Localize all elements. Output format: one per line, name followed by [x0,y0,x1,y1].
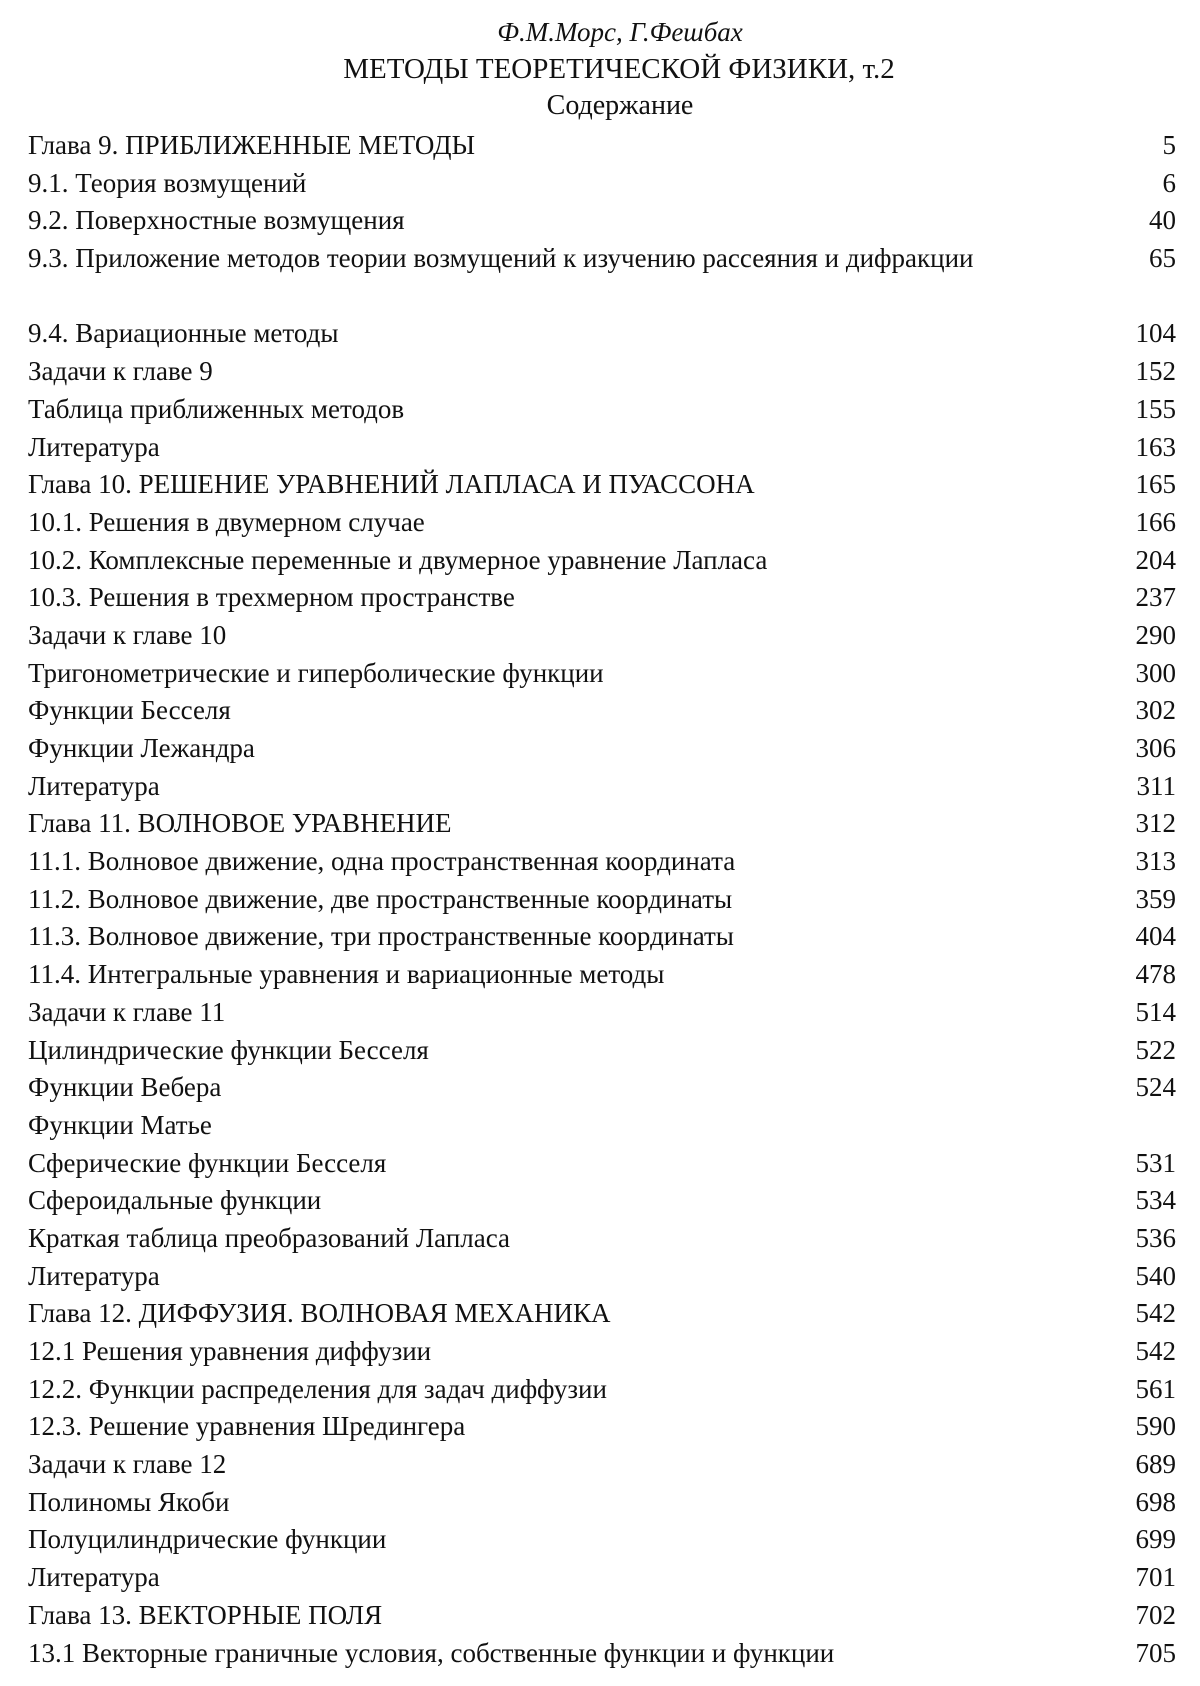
toc-entry-page: 166 [1135,506,1176,537]
toc-entry [28,1446,1176,1484]
toc-entry-page: 311 [1136,770,1176,801]
toc-entry-page: 478 [1135,959,1176,990]
toc-entry-page: 306 [1135,733,1176,764]
toc-entry-title: Задачи к главе 11 [28,996,226,1027]
toc-entry-page: 312 [1135,808,1176,839]
toc-entry-title: Глава 13. ВЕКТОРНЫЕ ПОЛЯ [28,1599,383,1630]
toc-entry [28,805,1176,843]
book-title: МЕТОДЫ ТЕОРЕТИЧЕСКОЙ ФИЗИКИ, т.2 [343,53,895,85]
toc-entry [28,1145,1176,1183]
toc-entry-page: 65 [1149,243,1176,274]
toc-entry [28,617,1176,655]
toc-entry-title: Сферические функции Бесселя [28,1147,387,1178]
toc-entry-title: 11.2. Волновое движение, две пространственные координаты [28,883,733,914]
toc-entry [28,542,1176,580]
toc-entry [28,956,1176,994]
toc-entry-title: Глава 9. ПРИБЛИЖЕННЫЕ МЕТОДЫ [28,130,476,160]
toc-entry [28,768,1176,806]
toc-entry-title: Тригонометрические и гиперболические функции [28,657,604,688]
toc-entry-page: 590 [1135,1411,1176,1442]
toc-entry-page: 536 [1135,1222,1176,1253]
toc-entry [28,466,1176,504]
toc-entry-title: Полуцилиндрические функции [28,1524,387,1555]
authors-line: Ф.М.Морс, Г.Фешбах [497,17,743,47]
toc-entry [28,1295,1176,1333]
toc-entry-title: Полиномы Якоби [28,1486,230,1517]
toc-entry [28,1333,1176,1371]
toc-entry [28,391,1176,429]
toc-entry-page: 40 [1149,205,1176,236]
toc-entry-page: 237 [1135,582,1176,613]
document-header [0,0,1200,124]
toc-entry-page: 302 [1135,695,1176,726]
toc-entry-page: 359 [1135,883,1176,914]
toc-entry-title: Таблица приближенных методов [28,393,405,424]
toc-entry-title: 9.2. Поверхностные возмущения [28,205,405,236]
toc-entry-title: 10.2. Комплексные переменные и двумерное уравнение Лапласа [28,544,768,575]
toc-entry-title: Краткая таблица преобразований Лапласа [28,1222,511,1253]
toc-entry-title: Литература [28,1562,160,1593]
toc-entry [28,1069,1176,1107]
toc-entry [28,1258,1176,1296]
toc-entry [28,429,1176,467]
toc-entry-title: 9.1. Теория возмущений [28,167,307,198]
toc-entry [28,730,1176,768]
toc-entry-page: 561 [1135,1373,1176,1404]
toc-entry [28,1182,1176,1220]
toc-entry-page: 531 [1135,1147,1176,1178]
toc-entry [28,579,1176,617]
toc-entry-page: 204 [1135,544,1176,575]
toc-entry-page: 404 [1135,921,1176,952]
toc-entry-page: 6 [1162,167,1176,198]
toc-entry-title: Задачи к главе 10 [28,619,227,650]
toc-entry-title: Задачи к главе 12 [28,1449,227,1480]
toc-entry-page: 542 [1135,1298,1176,1329]
toc-entry [28,881,1176,919]
toc-entry-title: 11.4. Интегральные уравнения и вариационные методы [28,959,665,990]
toc-entry [28,315,1176,353]
toc-entry-title: Литература [28,770,160,801]
toc-entry-title: Цилиндрические функции Бесселя [28,1034,429,1065]
toc-entry-title: Функции Бесселя [28,695,231,726]
toc-entry-title: 11.1. Волновое движение, одна пространственная координата [28,846,736,877]
toc-entry-page: 542 [1135,1336,1176,1367]
toc-entry [28,843,1176,881]
toc-entry [28,202,1176,240]
toc-entry-title: Функции Вебера [28,1072,222,1103]
toc-entry-page: 524 [1135,1072,1176,1103]
toc-entry-title: 13.1 Векторные граничные условия, собственные функции и функции [28,1637,835,1668]
toc-entry [28,127,1176,165]
toc-entry-page: 155 [1135,393,1176,424]
toc-entry [28,1371,1176,1409]
toc-entry [28,1107,1176,1145]
toc-entry-title: 12.3. Решение уравнения Шредингера [28,1411,466,1442]
toc-entry [28,1521,1176,1559]
toc-entry-page: 701 [1135,1562,1176,1593]
toc-entry [28,655,1176,693]
toc-entry [28,994,1176,1032]
toc-entry [28,1484,1176,1522]
toc-entry-title: 9.3. Приложение методов теории возмущений к изучению рассеяния и дифракции [28,243,974,274]
toc-entry-page: 522 [1135,1034,1176,1065]
toc-entry [28,1597,1176,1635]
toc-entry-page: 104 [1135,318,1176,349]
toc-entry-page: 5 [1162,130,1176,160]
toc-entry-page: 165 [1135,469,1176,500]
toc-entry-title: Литература [28,431,160,462]
toc-entry-title: 10.1. Решения в двумерном случае [28,506,425,537]
toc-entry-page: 689 [1135,1449,1176,1480]
toc-entry-title: 12.1 Решения уравнения диффузии [28,1336,432,1367]
toc-entry [28,1635,1176,1673]
toc-entry-page: 300 [1135,657,1176,688]
toc-entry-title: 9.4. Вариационные методы [28,318,339,349]
toc-entry-page: 702 [1135,1599,1176,1630]
toc-entry-title: Функции Лежандра [28,733,255,764]
contents-heading: Содержание [546,90,694,121]
toc-entry-page: 313 [1135,846,1176,877]
toc-entry-page: 705 [1135,1637,1176,1668]
toc-entry-title: 12.2. Функции распределения для задач диффузии [28,1373,607,1404]
toc-entry-page: 290 [1135,619,1176,650]
toc-entry-title: Функции Матье [28,1109,212,1140]
toc-entry-page: 698 [1135,1486,1176,1517]
toc-entry-title: Литература [28,1260,160,1291]
toc-entry [28,918,1176,956]
toc-entry-title: 11.3. Волновое движение, три пространственные координаты [28,921,734,952]
toc-entry [28,353,1176,391]
table-of-contents [28,127,1176,1672]
toc-entry [28,692,1176,730]
toc-entry-page: 514 [1135,996,1176,1027]
toc-entry-title: Сфероидальные функции [28,1185,322,1216]
toc-entry [28,1408,1176,1446]
toc-entry-page: 699 [1135,1524,1176,1555]
toc-entry-title: Глава 12. ДИФФУЗИЯ. ВОЛНОВАЯ МЕХАНИКА [28,1298,611,1329]
toc-entry-page: 152 [1135,356,1176,387]
toc-entry [28,165,1176,203]
toc-entry-title: Глава 11. ВОЛНОВОЕ УРАВНЕНИЕ [28,808,452,839]
toc-entry [28,240,1176,315]
toc-entry [28,1559,1176,1597]
toc-entry-title: Глава 10. РЕШЕНИЕ УРАВНЕНИЙ ЛАПЛАСА И ПУАССОНА [28,469,755,500]
toc-entry [28,504,1176,542]
toc-entry-title: Задачи к главе 9 [28,356,213,387]
toc-entry-page: 534 [1135,1185,1176,1216]
toc-entry [28,1032,1176,1070]
toc-entry-page: 163 [1135,431,1176,462]
toc-entry-title: 10.3. Решения в трехмерном пространстве [28,582,515,613]
toc-entry-page: 540 [1135,1260,1176,1291]
toc-entry [28,1220,1176,1258]
